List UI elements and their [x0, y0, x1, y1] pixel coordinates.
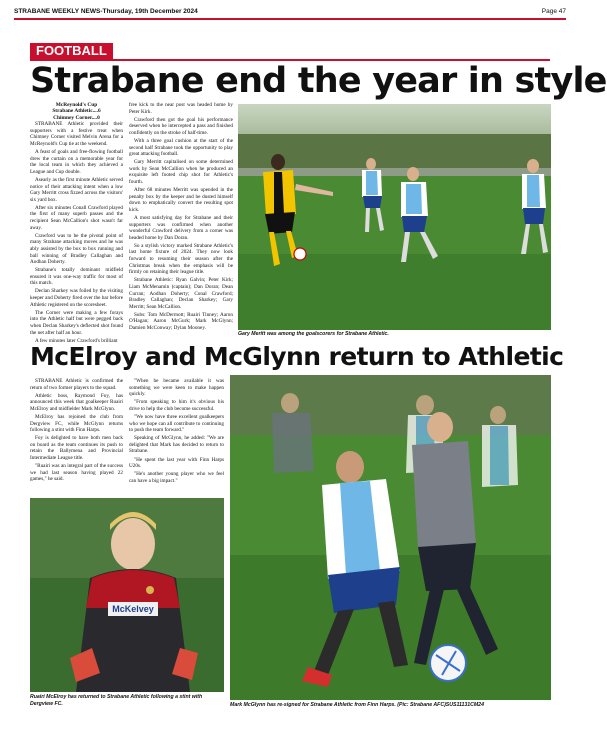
- paragraph: free kick to the near post was headed home by Peter Kirk.: [129, 102, 233, 115]
- paragraph: A feast of goals and free-flowing football drew the curtain on a memorable year for the local team in which they achieved a League and Cup double.: [30, 149, 123, 175]
- story1-column-1: [30, 102, 123, 344]
- story2-column-2: [129, 378, 224, 496]
- caption-left-story2: Ruairi McElroy has returned to Strabane Athletic following a stint with Dergview FC.: [30, 694, 203, 707]
- paragraph: After six minutes Conall Crawford played the first of many superb passes and the recipient Sean McCallion's shot wasn't far away.: [30, 204, 123, 231]
- paragraph: A few minutes later Crawford's brilliant: [35, 337, 118, 344]
- kicker-line: Strabane Athletic....6: [52, 108, 101, 115]
- paragraph: STRABANE Athletic is confirmed the return of two former players to the squad.: [30, 378, 123, 391]
- match-kicker: [30, 102, 123, 121]
- paragraph: So a stylish victory marked Strabane Athletic's last home fixture of 2024. They now look forward to resuming their season after the Christmas break when the emphasis will be firmly on retaining their league title.: [129, 242, 233, 276]
- photo-mark-mcglynn: [230, 375, 551, 700]
- paragraph: Declan Sharkey was foiled by the visiting keeper and Doherty fired over the bar before Athletic registered on the scoresheet.: [30, 288, 123, 308]
- photo-ruairi-mcelroy: [30, 498, 224, 692]
- section-tag: FOOTBALL: [30, 43, 113, 59]
- paragraph: "He spent the last year with Finn Harps U20s.: [129, 456, 224, 470]
- masthead: [14, 4, 566, 20]
- goalkeeper-photo-illustration: [30, 498, 224, 692]
- match-photo-illustration: [238, 104, 551, 330]
- action-photo-illustration: [230, 375, 551, 700]
- masthead-date: STRABANE WEEKLY NEWS-Thursday, 19th December 2024: [14, 7, 198, 15]
- caption-right-story2: Mark McGlynn has re-signed for Strabane Athletic from Finn Harps. (Pic: Strabane AFC)SUS11131CM24: [230, 702, 484, 708]
- paragraph: With a three goal cushion at the start of the second half Strabane took the opportunity to play great attacking football.: [129, 137, 233, 158]
- headline-story2: McElroy and McGlynn return to Athletic: [30, 342, 564, 371]
- paragraph: Subs: Tom McDermott; Ruairi Tinney; Aaron O'Hagan; Aaron McGurk; Mark McGlynn; Damien McConway; Dylan Mooney.: [129, 311, 233, 331]
- paragraph: McElroy has rejoined the club from Dergview FC, while McGlynn returns following a stint with Finn Harps.: [30, 413, 123, 434]
- caption-story1: Gary Meritt was among the goalscorers for Strabane Athletic.: [238, 331, 389, 337]
- paragraph: "We now have three excellent goalkeepers who we hope can all contribute to continuing to push the team forward.": [129, 413, 224, 434]
- paragraph: Strabane Athletic: Ryan Galvin; Peter Kirk; Liam McMenamin (captain); Dan Doran; Dean Curran; Aodhan Doherty; Conal Crawford; Bradley Callaghan; Declan Sharkey; Gary Merritt; Sean McCallion.: [129, 277, 233, 310]
- story2-column-1: [30, 378, 123, 496]
- kicker-line: McReynold's Cup: [55, 102, 98, 108]
- paragraph: "Ruairi was an integral part of the success we had last season having played 22 games," he said.: [30, 463, 123, 483]
- paragraph: STRABANE Athletic provided their supporters with a festive treat when Chimney Corner visited Melvin Arena for a McReynold's Cup tie at the weekend.: [30, 121, 123, 147]
- paragraph: A most satisfying day for Strabane and their supporters was confirmed when another wonderful Crawford delivery from a corner was headed home by Dan Doran.: [129, 215, 233, 241]
- paragraph: Foy is delighted to have both men back on board as the team continues its push to retain the Ballymena and Provincial Intermediate League title.: [30, 435, 123, 462]
- shirt-sponsor: McKelvey: [112, 604, 154, 614]
- paragraph: Speaking of McGlynn, he added: "We are delighted that Mark has decided to return to Strabane.: [129, 435, 224, 455]
- paragraph: Asearly as the first minute Athletic served notice of their attacking intent when a low Gary Merritt cross fizzed across the visitors' six yard box.: [30, 176, 123, 203]
- paragraph: Athletic boss, Raymond Foy, has announced this week that goalkeeper Ruairi McElroy and midfielder Mark McGlynn.: [30, 392, 123, 412]
- paragraph: After 68 minutes Merritt was upended in the penalty box by the keeper and he dusted himself down to emphatically convert the resulting spot kick.: [129, 187, 233, 213]
- paragraph: Crawford was to be the pivotal point of many Strabane attacking moves and he was ably assisted by the box to box running and ball winning of Bradley Callaghan and Aodhan Doherty.: [30, 232, 123, 266]
- paragraph: Gary Merritt capitalised on some determined work by Sean McCallion when he produced an exquisite left footed chip shot for Athletic's fourth.: [129, 159, 233, 186]
- paragraph: The Corner were making a few forays into the Athletic half but were pegged back when Declan Sharkey's deflected shot found the net after half an hour.: [30, 309, 123, 336]
- paragraph: Crawford then got the goal his performance deserved when he intercepted a pass and finished confidently on the stroke of half-time.: [129, 116, 233, 136]
- headline-story1: Strabane end the year in style: [30, 61, 607, 101]
- paragraph: "From speaking to him it's obvious his drive to help the club become successful.: [129, 399, 224, 412]
- paragraph: Strabane's totally dominant midfield ensured it was one-way traffic for most of this match.: [30, 267, 123, 287]
- kicker-line: Chimney Corner....0: [53, 114, 100, 121]
- page-number: Page 47: [541, 7, 566, 15]
- paragraph: "He's another young player who we feel can have a big impact.": [129, 471, 224, 484]
- story1-column-2: [129, 102, 233, 340]
- match-photo-gary-merritt: [238, 104, 551, 330]
- paragraph: "When he became available it was something we were keen to make happen quickly.: [129, 378, 224, 398]
